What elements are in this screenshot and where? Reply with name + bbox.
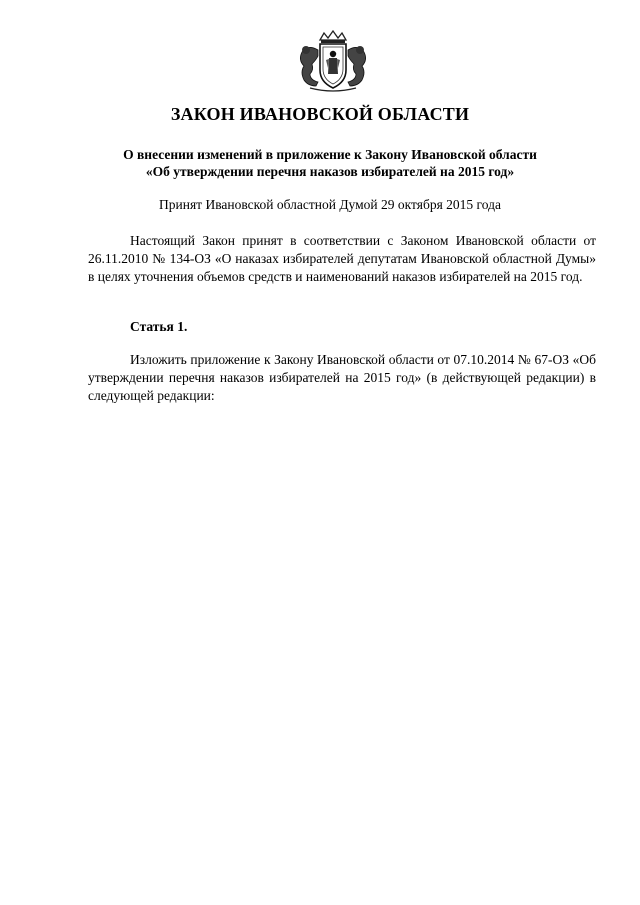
adoption-statement: Принят Ивановской областной Думой 29 октября 2015 года: [159, 197, 501, 212]
article-1-heading: Статья 1.: [130, 319, 188, 334]
subtitle-line-2: «Об утверждении перечня наказов избирателей на 2015 год»: [145, 164, 515, 179]
preamble-paragraph: Настоящий Закон принят в соответствии с Законом Ивановской области от 26.11.2010 № 134-ОЗ «О наказах избирателей депутатам Ивановской областной Думы» в целях уточнения объемов средств и наименований наказов избирателей на 2015 год.: [88, 233, 596, 284]
law-title: ЗАКОН ИВАНОВСКОЙ ОБЛАСТИ: [170, 104, 470, 124]
subtitle-line-1: О внесении изменений в приложение к Закону Ивановской области: [123, 147, 537, 162]
coat-of-arms-icon: [290, 30, 376, 94]
law-subtitle: [80, 146, 580, 180]
article-1-text: Изложить приложение к Закону Ивановской области от 07.10.2014 № 67-ОЗ «Об утверждении перечня наказов избирателей на 2015 год» (в действующей редакции) в следующей редакции:: [88, 352, 596, 403]
